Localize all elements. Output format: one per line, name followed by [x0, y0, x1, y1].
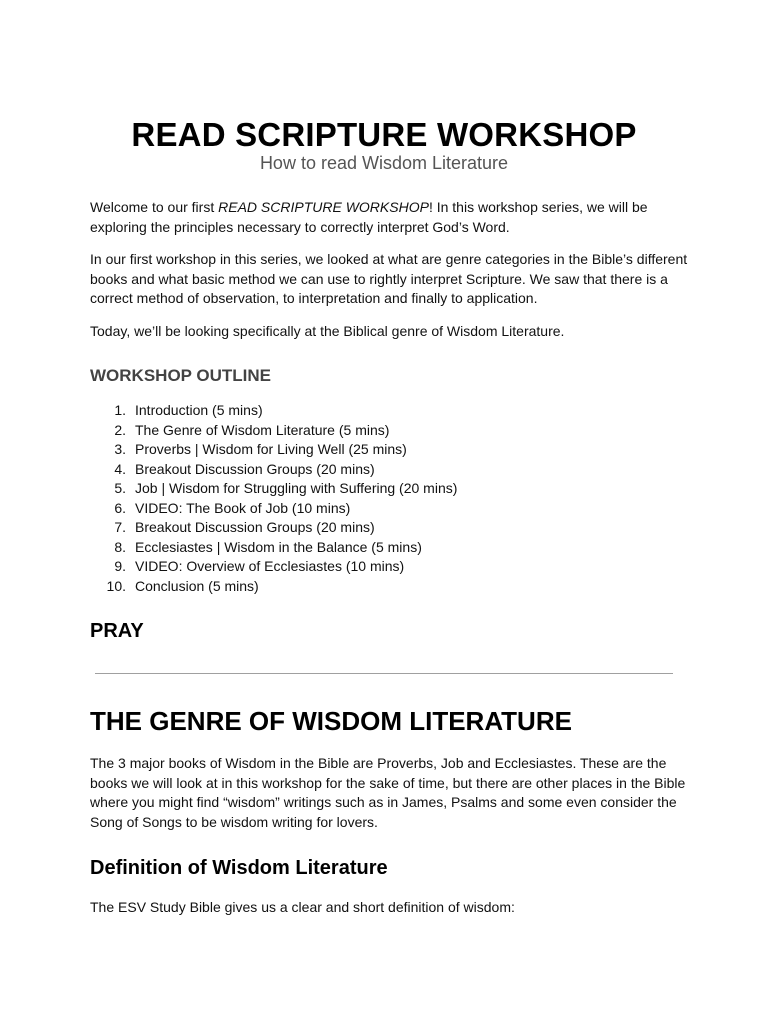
- outline-item-text: The Genre of Wisdom Literature (5 mins): [135, 421, 390, 438]
- welcome-text-end: ! In this workshop series, we will be exploring the principles necessary to correctly interpret God’s Word.: [90, 199, 648, 235]
- genre-section-heading: THE GENRE OF WISDOM LITERATURE: [90, 706, 572, 736]
- recap-paragraph: In our first workshop in this series, we looked at what are genre categories in the Bible’s different books and what basic method we can use to rightly interpret Scripture. We saw that there is a correct method of observation, to interpretation and finally to application.: [90, 251, 688, 306]
- outline-item: [90, 421, 457, 441]
- outline-item-text: Job | Wisdom for Struggling with Suffering (20 mins): [135, 480, 458, 496]
- outline-item-text: Ecclesiastes | Wisdom in the Balance (5 mins): [135, 538, 422, 555]
- genre-paragraph: The 3 major books of Wisdom in the Bible are Proverbs, Job and Ecclesiastes. These are the books we will look at in this workshop for the sake of time, but there are other places in the Bible where you might find “wisdom” writings such as in James, Psalms and some even consider the Song of Songs to be wisdom writing for lovers.: [90, 755, 686, 830]
- outline-item: [90, 440, 457, 460]
- outline-item-number: 4.: [114, 460, 126, 477]
- outline-item-text: Breakout Discussion Groups (20 mins): [135, 460, 375, 477]
- outline-item-number: 6.: [114, 499, 126, 516]
- outline-item: [90, 479, 457, 499]
- outline-item: [90, 577, 457, 597]
- outline-item-text: VIDEO: The Book of Job (10 mins): [135, 499, 351, 516]
- definition-heading: Definition of Wisdom Literature: [90, 857, 388, 879]
- outline-item: [90, 518, 457, 538]
- outline-item-number: 3.: [114, 441, 126, 457]
- outline-item-number: 1.: [114, 402, 126, 418]
- outline-item-text: Introduction (5 mins): [135, 402, 263, 418]
- outline-item: [90, 538, 457, 558]
- workshop-name-emphasis: READ SCRIPTURE WORKSHOP: [218, 199, 429, 215]
- workshop-outline-list: [90, 401, 457, 596]
- outline-item-number: 5.: [114, 480, 126, 496]
- outline-item-text: Conclusion (5 mins): [135, 577, 259, 594]
- outline-item-number: 10.: [106, 577, 126, 594]
- outline-heading: WORKSHOP OUTLINE: [90, 366, 272, 385]
- outline-item: [90, 557, 457, 577]
- outline-item-text: VIDEO: Overview of Ecclesiastes (10 mins): [135, 558, 405, 574]
- section-divider: [95, 673, 673, 674]
- outline-item-number: 7.: [114, 519, 126, 535]
- outline-item-text: Breakout Discussion Groups (20 mins): [135, 519, 375, 535]
- outline-item: [90, 460, 457, 480]
- outline-item-number: 2.: [114, 421, 126, 438]
- welcome-paragraph: [90, 198, 690, 237]
- welcome-text-start: Welcome to our first: [90, 199, 219, 215]
- outline-item: [90, 499, 457, 519]
- outline-item: [90, 401, 457, 421]
- outline-item-number: 9.: [114, 558, 126, 574]
- document-title: READ SCRIPTURE WORKSHOP: [131, 116, 637, 154]
- pray-heading: PRAY: [90, 620, 144, 642]
- outline-item-text: Proverbs | Wisdom for Living Well (25 mins): [135, 441, 407, 457]
- document-subtitle: How to read Wisdom Literature: [259, 153, 509, 173]
- definition-intro-paragraph: The ESV Study Bible gives us a clear and short definition of wisdom:: [90, 899, 515, 915]
- outline-item-number: 8.: [114, 538, 126, 555]
- today-paragraph: Today, we’ll be looking specifically at the Biblical genre of Wisdom Literature.: [90, 323, 565, 339]
